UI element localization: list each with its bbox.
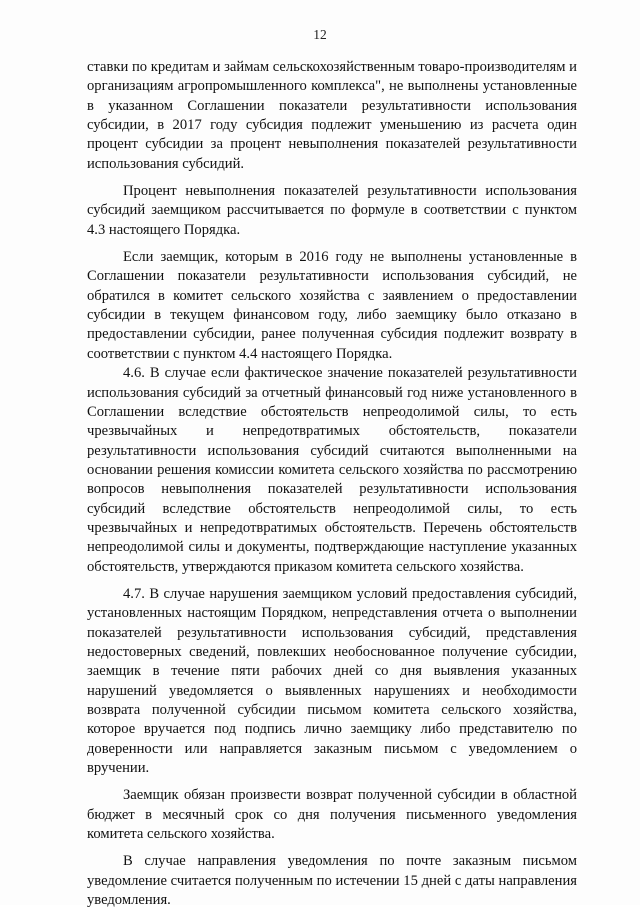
paragraph-4-7: 4.7. В случае нарушения заемщиком условий предоставления субсидий, установленных настоящим Порядком, непредставления отчета о выполнении показателей результативности использования субсидий, представления недостоверных сведений, повлекших необоснованное получение субсидии, заемщик в течение пяти рабочих дней со дня выявления указанных нарушений уведомляется о выявленных нарушениях и необходимости возврата полученной субсидии письмом комитета сельского хозяйства, которое вручается под подпись лично заемщику либо представителю по доверенности или направляется заказным письмом с уведомлением о вручении.: [87, 585, 577, 777]
paragraph-postal-notification: В случае направления уведомления по почте заказным письмом уведомление считается полученным по истечении 15 дней с даты направления уведомления.: [87, 853, 577, 909]
paragraph-repayment-obligation: Заемщик обязан произвести возврат полученной субсидии в областной бюджет в месячный срок со дня получения письменного уведомления комитета сельского хозяйства.: [87, 787, 577, 843]
document-body: [87, 58, 577, 910]
paragraph-continuation: ставки по кредитам и займам сельскохозяйственным товаро-производителям и организациям агропромышленного комплекса", не выполнены установленные в указанном Соглашении показатели результативности использования субсидии, в 2017 году субсидия подлежит уменьшению из расчета один процент субсидии за процент невыполнения показателей результативности использования субсидий.: [87, 59, 577, 172]
page-number: 12: [313, 27, 327, 42]
paragraph-2016-borrower: Если заемщик, которым в 2016 году не выполнены установленные в Соглашении показатели результативности использования субсидий, не обратился в комитет сельского хозяйства с заявлением о предоставлении субсидии в текущем финансовом году, либо заемщику было отказано в предоставлении субсидии, ранее полученная субсидия подлежит возврату в соответствии с пунктом 4.4 настоящего Порядка.: [87, 249, 577, 362]
paragraph-percent-calculation: Процент невыполнения показателей результативности использования субсидий заемщиком рассчитывается по формуле в соответствии с пунктом 4.3 настоящего Порядка.: [87, 183, 577, 238]
paragraph-4-6: 4.6. В случае если фактическое значение показателей результативности использования субсидий за отчетный финансовый год ниже установленного в Соглашении вследствие обстоятельств непреодолимой силы, то есть чрезвычайных и непредотвратимых обстоятельств, показатели результативности использования субсидий считаются выполненными на основании решения комиссии комитета сельского хозяйства по рассмотрению вопросов невыполнения показателей результативности использования субсидий вследствие обстоятельств непреодолимой силы, то есть чрезвычайных и непредотвратимых обстоятельств. Перечень обстоятельств непреодолимой силы и документы, подтверждающие наступление указанных обстоятельств, утверждаются приказом комитета сельского хозяйства.: [87, 365, 577, 575]
